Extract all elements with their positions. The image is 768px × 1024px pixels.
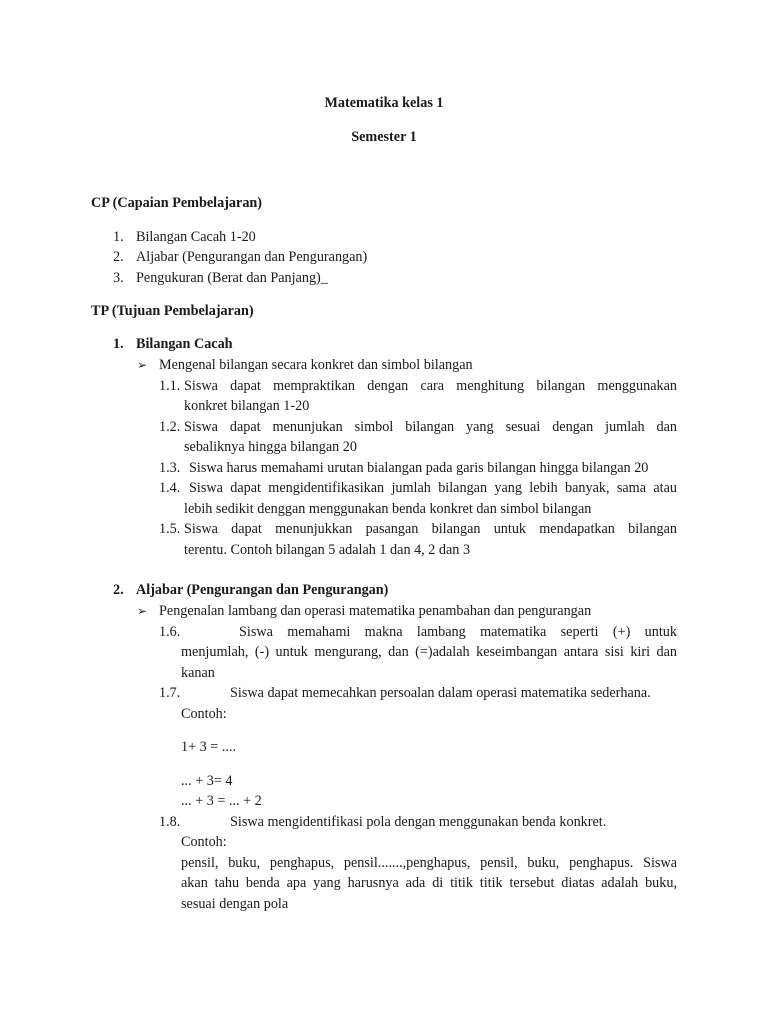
section2-number: 2.	[113, 582, 124, 598]
example-equation: 1+ 3 = ....	[181, 739, 237, 755]
item-text: Siswa dapat menunjukkan pasangan bilangan untuk mendapatkan bilangan	[184, 521, 677, 537]
document-semester: Semester 1	[351, 129, 417, 145]
item-number: 1.5.	[159, 521, 181, 537]
cp-item-text: Pengukuran (Berat dan Panjang)_	[136, 270, 328, 286]
item-number: 1.2.	[159, 419, 181, 435]
item-number: 1.8.	[159, 814, 181, 830]
example-paragraph: akan tahu benda apa yang harusnya ada di titik titik tersebut diatas adalah buku,	[181, 875, 677, 891]
item-number: 1.3.	[159, 460, 181, 476]
cp-heading: CP (Capaian Pembelajaran)	[91, 195, 263, 211]
example-equation: ... + 3 = ... + 2	[181, 793, 262, 809]
item-text-continued: lebih sedikit denggan menggunakan benda konkret dan simbol bilangan	[184, 501, 592, 517]
example-paragraph: sesuai dengan pola	[181, 896, 289, 912]
example-paragraph: pensil, buku, penghapus, pensil.......,penghapus, pensil, buku, penghapus. Siswa	[181, 855, 677, 871]
item-number: 1.1.	[159, 378, 181, 394]
section2-bullet-text: Pengenalan lambang dan operasi matematika penambahan dan pengurangan	[159, 603, 592, 619]
document-title: Matematika kelas 1	[324, 95, 444, 111]
item-text-continued: konkret bilangan 1-20	[184, 398, 310, 414]
item-text-continued: terentu. Contoh bilangan 5 adalah 1 dan 4, 2 dan 3	[184, 542, 471, 558]
cp-item-text: Aljabar (Pengurangan dan Pengurangan)	[136, 249, 368, 265]
item-text: Siswa memahami makna lambang matematika seperti (+) untuk	[239, 624, 677, 640]
section1-bullet-text: Mengenal bilangan secara konkret dan simbol bilangan	[159, 357, 473, 373]
item-number: 1.7.	[159, 685, 181, 701]
section1-number: 1.	[113, 336, 124, 352]
item-text: Siswa dapat mengidentifikasikan jumlah bilangan yang lebih banyak, sama atau	[189, 480, 677, 496]
item-text: Siswa dapat menunjukan simbol bilangan yang sesuai dengan jumlah dan	[184, 419, 677, 435]
arrow-bullet-icon: ➢	[137, 358, 148, 372]
item-text-continued: kanan	[181, 665, 215, 681]
cp-item-number: 3.	[113, 270, 124, 286]
item-number: 1.6.	[159, 624, 181, 640]
example-equation: ... + 3= 4	[181, 773, 233, 789]
item-text-continued: menjumlah, (-) untuk mengurang, dan (=)adalah keseimbangan antara sisi kiri dan	[181, 644, 677, 660]
cp-item-text: Bilangan Cacah 1-20	[136, 229, 256, 245]
cp-item-number: 1.	[113, 229, 124, 245]
cp-item-number: 2.	[113, 249, 124, 265]
item-text-continued: sebaliknya hingga bilangan 20	[184, 439, 357, 455]
item-text: Siswa harus memahami urutan bialangan pada garis bilangan hingga bilangan 20	[189, 460, 649, 476]
section1-title: Bilangan Cacah	[136, 336, 233, 352]
item-number: 1.4.	[159, 480, 181, 496]
arrow-bullet-icon: ➢	[137, 604, 148, 618]
section2-title: Aljabar (Pengurangan dan Pengurangan)	[136, 582, 389, 598]
item-text: Siswa mengidentifikasi pola dengan menggunakan benda konkret.	[230, 814, 607, 830]
item-text: Siswa dapat mempraktikan dengan cara menghitung bilangan menggunakan	[184, 378, 677, 394]
example-label: Contoh:	[181, 706, 227, 722]
tp-heading: TP (Tujuan Pembelajaran)	[91, 303, 254, 319]
example-label: Contoh:	[181, 834, 227, 850]
item-text: Siswa dapat memecahkan persoalan dalam operasi matematika sederhana.	[230, 685, 651, 701]
